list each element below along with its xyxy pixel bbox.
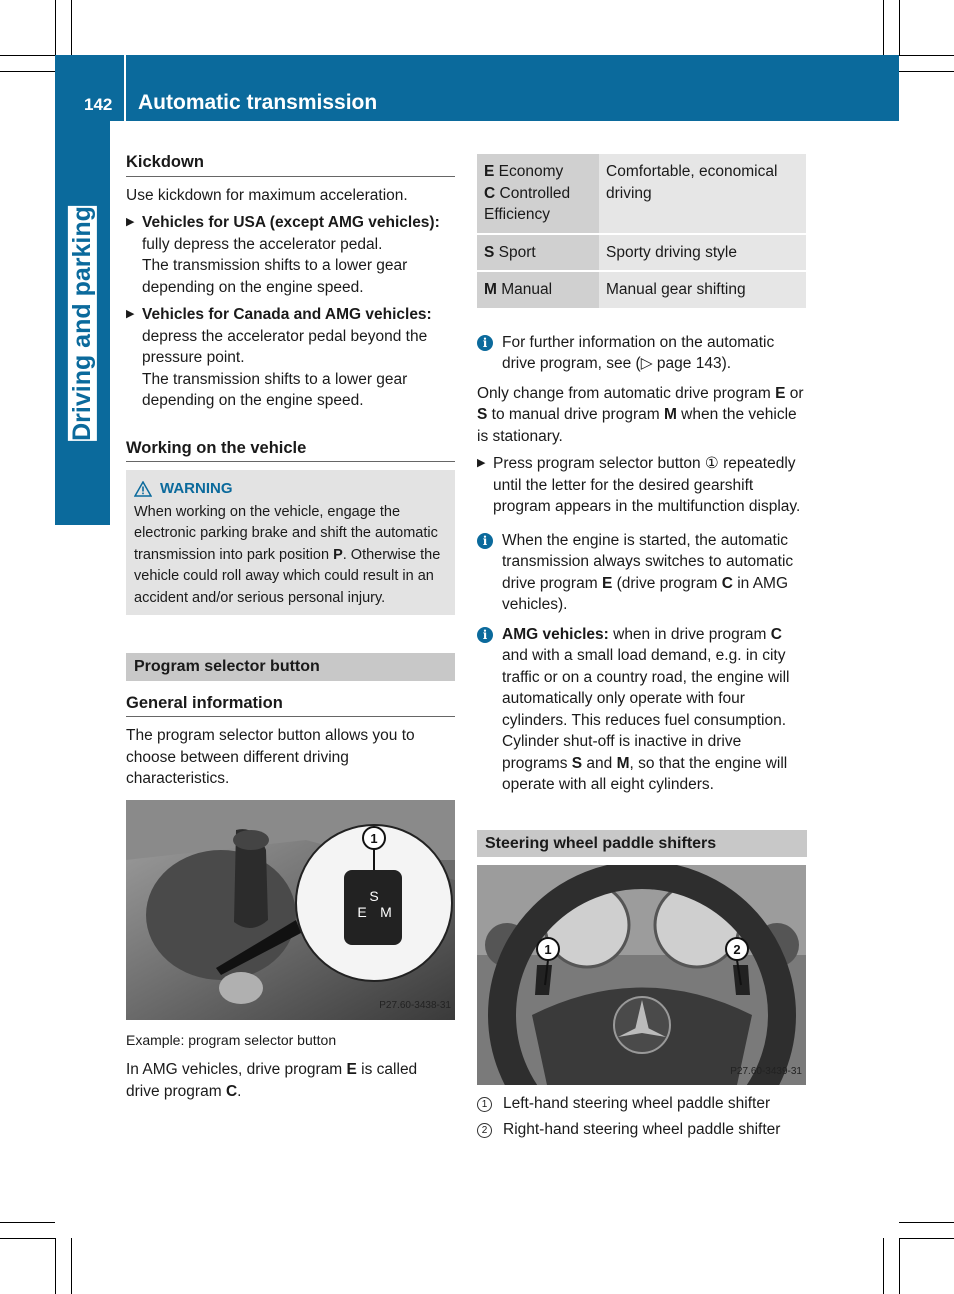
bullet-note: The transmission shifts to a lower gear depending on the engine speed. <box>142 370 408 409</box>
list-item: ▶ Press program selector button ① repeatedly until the letter for the desired gearshift program appears in the multifunction display. <box>477 453 807 518</box>
warning-title: WARNING <box>160 480 233 497</box>
figure-callout-1: 1 <box>370 830 378 846</box>
crop-mark <box>899 0 900 55</box>
crop-mark <box>883 0 884 55</box>
amg-program-text: In AMG vehicles, drive program E is called drive program C. <box>126 1061 418 1100</box>
bullet-text: fully depress the accelerator pedal. <box>142 235 383 253</box>
info-note: i AMG vehicles: when in drive program C and with a small load demand, e.g. in city traffic or on a country road, the engine will automatically only operate with four cylinders. This reduces fuel consumption. Cylinder shut-off is inactive in drive programs S and M, so that the engine will operate with all eight cylinders. <box>477 624 807 796</box>
button-label-e: E <box>357 903 367 920</box>
bullet-bold: Vehicles for USA (except AMG vehicles): <box>142 214 440 231</box>
info-icon: i <box>477 335 493 351</box>
drive-modes-table <box>477 154 806 310</box>
table-cell-desc: Manual gear shifting <box>599 271 806 309</box>
triangle-bullet-icon: ▶ <box>477 457 486 469</box>
legend-text: Right-hand steering wheel paddle shifter <box>503 1120 781 1138</box>
crop-mark <box>0 55 55 56</box>
list-item <box>126 304 455 412</box>
page-title: Automatic transmission <box>138 91 378 114</box>
legend-number: 1 <box>477 1097 492 1112</box>
side-tab-label-wrap <box>55 121 110 525</box>
crop-mark <box>899 1238 900 1294</box>
figure-callout-1: 1 <box>544 942 552 957</box>
warning-text: When working on the vehicle, engage the electronic parking brake and shift the automatic transmission into park position P. Otherwise the vehicle could roll away which could result in an accident and/or serious personal injury. <box>134 503 441 606</box>
program-selector-figure <box>126 800 455 1020</box>
crop-mark <box>55 0 56 55</box>
figure-callout-2: 2 <box>733 942 741 957</box>
table-row <box>477 271 806 309</box>
right-column <box>477 154 807 1144</box>
crop-mark <box>899 1222 954 1223</box>
button-label-s: S <box>369 887 379 904</box>
program-selector-section-title: Program selector button <box>126 653 455 681</box>
bullet-text: depress the accelerator pedal beyond the pressure point. <box>142 327 428 366</box>
table-cell-key: M Manual <box>477 271 599 309</box>
crop-mark <box>899 1238 954 1239</box>
table-cell-key: S Sport <box>477 234 599 272</box>
crop-mark <box>71 1238 72 1294</box>
legend-text: Left-hand steering wheel paddle shifter <box>503 1095 771 1112</box>
figure-code: P27.60-3438-31 <box>379 1000 451 1011</box>
info-icon: i <box>477 533 493 549</box>
bullet-note: The transmission shifts to a lower gear depending on the engine speed. <box>142 257 408 296</box>
legend-item <box>477 1119 807 1141</box>
paddle-shifters-section-title: Steering wheel paddle shifters <box>477 830 807 858</box>
warning-box <box>126 470 455 615</box>
working-heading: Working on the vehicle <box>126 438 455 463</box>
kickdown-intro: Use kickdown for maximum acceleration. <box>126 186 408 204</box>
info-note: i For further information on the automatic drive program, see (▷ page 143). <box>477 332 807 375</box>
table-cell-key: E Economy C Controlled Efficiency <box>477 154 599 234</box>
left-column <box>126 152 455 1108</box>
warning-triangle-icon <box>134 481 152 497</box>
legend-number: 2 <box>477 1123 492 1138</box>
paddle-shifters-figure <box>477 865 806 1085</box>
info-icon: i <box>477 627 493 643</box>
side-tab-label: Driving and parking <box>68 205 97 441</box>
crop-mark <box>0 1222 55 1223</box>
table-row <box>477 234 806 272</box>
header-divider <box>124 55 126 121</box>
console-illustration <box>126 800 455 1020</box>
general-info-heading: General information <box>126 693 455 718</box>
crop-mark <box>0 71 55 72</box>
legend <box>477 1093 807 1140</box>
bullet-bold: Vehicles for Canada and AMG vehicles: <box>142 306 432 323</box>
legend-item <box>477 1093 807 1115</box>
triangle-bullet-icon: ▶ <box>126 308 135 320</box>
table-row <box>477 154 806 234</box>
crop-mark <box>899 71 954 72</box>
page-number: 142 <box>84 95 113 114</box>
crop-mark <box>883 1238 884 1294</box>
table-cell-desc: Comfortable, economical driving <box>599 154 806 234</box>
crop-mark <box>71 0 72 55</box>
triangle-bullet-icon: ▶ <box>126 216 135 228</box>
list-item <box>126 212 455 298</box>
program-selector-text: The program selector button allows you to choose between different driving characteristics. <box>126 727 415 787</box>
figure-code: P27.60-3439-31 <box>730 1065 802 1077</box>
steering-wheel-illustration <box>477 865 806 1085</box>
warning-title-row <box>134 478 447 500</box>
info-note: i When the engine is started, the automatic transmission always switches to automatic drive program E (drive program C in AMG vehicles). <box>477 530 807 616</box>
figure-caption: Example: program selector button <box>126 1031 337 1048</box>
table-cell-desc: Sporty driving style <box>599 234 806 272</box>
kickdown-heading: Kickdown <box>126 152 455 177</box>
button-label-m: M <box>380 903 392 920</box>
crop-mark <box>55 1238 56 1294</box>
crop-mark <box>899 55 954 56</box>
stationary-text: Only change from automatic drive program E or S to manual drive program M when the vehicle is stationary. <box>477 384 804 445</box>
crop-mark <box>0 1238 55 1239</box>
